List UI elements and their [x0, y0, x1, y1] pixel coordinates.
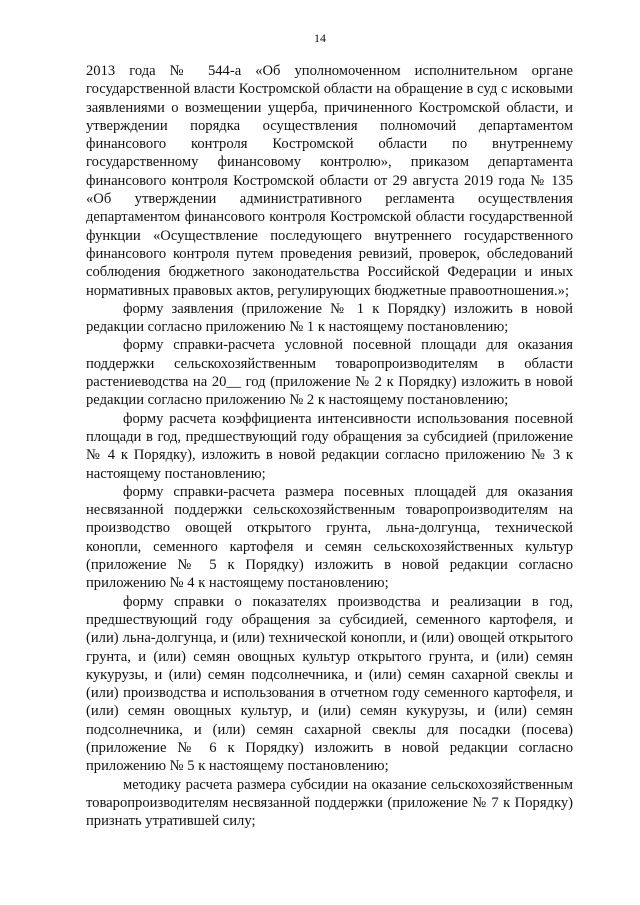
paragraph-continuation: 2013 года № 544-а «Об уполномоченном исполнительном органе государственной власти Костромской области на обращение в суд с исковыми заявлениями о возмещении ущерба, причиненного Костромской области, и утверждении порядка осуществления полномочий департаментом финансового контроля Костромской области по внутреннему государственному финансовому контролю», приказом департамента финансового контроля Костромской области от 29 августа 2019 года № 135 «Об утверждении административного регламента осуществления департаментом финансового контроля Костромской области государственной функции «Осуществление последующего внутреннего государственного финансового контроля путем проведения ревизий, проверок, обследований соблюдения бюджетного законодательства Российской Федерации и иных нормативных правовых актов, регулирующих бюджетные правоотношения.»; — [86, 63, 573, 299]
document-body — [86, 62, 573, 830]
paragraph-sown-area-certificate: форму справки-расчета условной посевной площади для оказания поддержки сельскохозяйственным товаропроизводителям в области растениеводства на 20__ год (приложение № 2 к Порядку) изложить в новой редакции согласно приложению № 2 к настоящему постановлению; — [86, 337, 573, 409]
paragraph-application-form: форму заявления (приложение № 1 к Порядку) изложить в новой редакции согласно приложению № 1 к настоящему постановлению; — [86, 300, 573, 336]
paragraph-sown-area-size-certificate: форму справки-расчета размера посевных площадей для оказания несвязанной поддержки сельскохозяйственным товаропроизводителям на производство овощей открытого грунта, льна-долгунца, технической конопли, семенного картофеля и семян сельскохозяйственных культур (приложение № 5 к Порядку) изложить в новой редакции согласно приложению № 4 к настоящему постановлению; — [86, 483, 573, 592]
paragraph-calculation-method: методику расчета размера субсидии на оказание сельскохозяйственным товаропроизводителям несвязанной поддержки (приложение № 7 к Порядку) признать утратившей силу; — [86, 776, 573, 830]
paragraph-intensity-coefficient: форму расчета коэффициента интенсивности использования посевной площади в год, предшествующий году обращения за субсидией (приложение № 4 к Порядку), изложить в новой редакции согласно приложению № 3 к настоящему постановлению; — [86, 410, 573, 482]
page-number: 14 — [314, 31, 326, 45]
paragraph-production-indicators: форму справки о показателях производства и реализации в год, предшествующий году обращения за субсидией, семенного картофеля, и (или) льна-долгунца, и (или) технической конопли, и (или) овощей открытого грунта, и (или) семян овощных культур открытого грунта, и (или) семян кукурузы, и (или) семян подсолнечника, и (или) семян сахарной свеклы и (или) производства и использования в отчетном году семенного картофеля, и (или) семян овощных культур, и (или) семян кукурузы, и (или) семян подсолнечника, и (или) семян сахарной свеклы для посадки (посева) (приложение № 6 к Порядку) изложить в новой редакции согласно приложению № 5 к настоящему постановлению; — [86, 593, 573, 775]
